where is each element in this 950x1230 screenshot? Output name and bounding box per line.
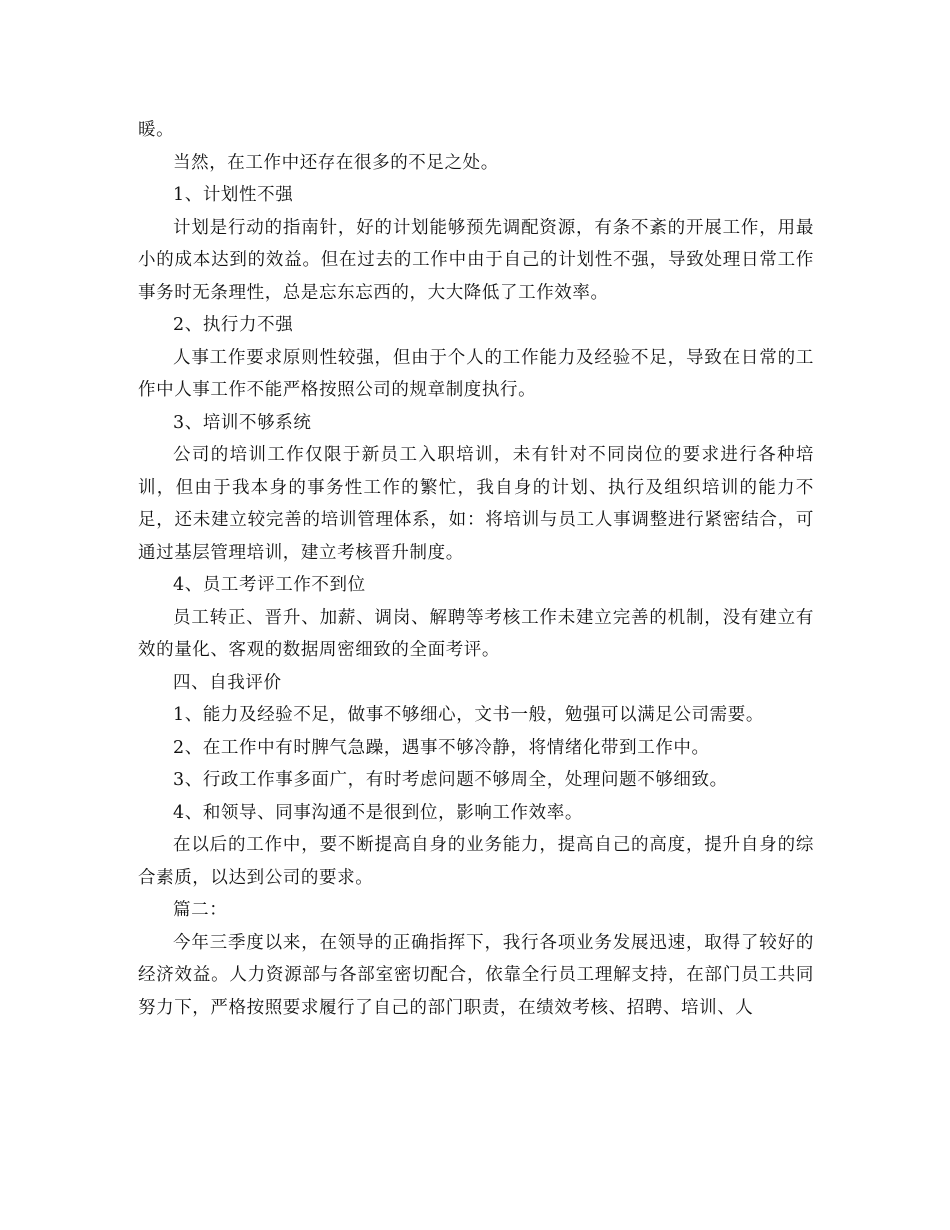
paragraph-training: 公司的培训工作仅限于新员工入职培训，未有针对不同岗位的要求进行各种培训，但由于我本身的事务性工作的繁忙，我自身的计划、执行及组织培训的能力不足，还未建立较完善的培训管理体系，如：将培训与员工人事调整进行紧密结合，可通过基层管理培训，建立考核晋升制度。 [138, 445, 814, 563]
self-evaluation-item-3: 3、行政工作事多面广，有时考虑问题不够周全，处理问题不够细致。 [173, 770, 728, 790]
section-heading-part-two: 篇二： [173, 900, 228, 920]
heading-planning: 1、计划性不强 [173, 185, 294, 205]
heading-self-evaluation: 四、自我评价 [173, 672, 282, 693]
heading-execution: 2、执行力不强 [173, 315, 294, 335]
heading-evaluation: 4、员工考评工作不到位 [173, 575, 366, 595]
paragraph-shortcomings-intro: 当然，在工作中还存在很多的不足之处。 [173, 152, 499, 173]
paragraph-execution: 人事工作要求原则性较强，但由于个人的工作能力及经验不足，导致在日常的工作中人事工作不能严格按照公司的规章制度执行。 [138, 347, 814, 400]
paragraph-evaluation: 员工转正、晋升、加薪、调岗、解聘等考核工作未建立完善的机制，没有建立有效的量化、客观的数据周密细致的全面考评。 [138, 607, 814, 660]
paragraph-future-goals: 在以后的工作中，要不断提高自身的业务能力，提高自己的高度，提升自身的综合素质，以达到公司的要求。 [138, 835, 814, 888]
heading-training: 3、培训不够系统 [173, 412, 312, 433]
self-evaluation-item-2: 2、在工作中有时脾气急躁，遇事不够冷静，将情绪化带到工作中。 [173, 737, 710, 758]
document-body [138, 114, 814, 1024]
self-evaluation-item-4: 4、和领导、同事沟通不是很到位，影响工作效率。 [173, 802, 583, 823]
self-evaluation-item-1: 1、能力及经验不足，做事不够细心，文书一般，勉强可以满足公司需要。 [173, 705, 764, 725]
paragraph-continuation: 暖。 [138, 120, 175, 140]
paragraph-planning: 计划是行动的指南针，好的计划能够预先调配资源，有条不紊的开展工作，用最小的成本达到的效益。但在过去的工作中由于自己的计划性不强，导致处理日常工作事务时无条理性，总是忘东忘西的，大大降低了工作效率。 [138, 217, 814, 303]
paragraph-part-two-intro: 今年三季度以来，在领导的正确指挥下，我行各项业务发展迅速，取得了较好的经济效益。人力资源部与各部室密切配合，依靠全行员工理解支持，在部门员工共同努力下，严格按照要求履行了自己的部门职责，在绩效考核、招聘、培训、人 [138, 932, 814, 1018]
